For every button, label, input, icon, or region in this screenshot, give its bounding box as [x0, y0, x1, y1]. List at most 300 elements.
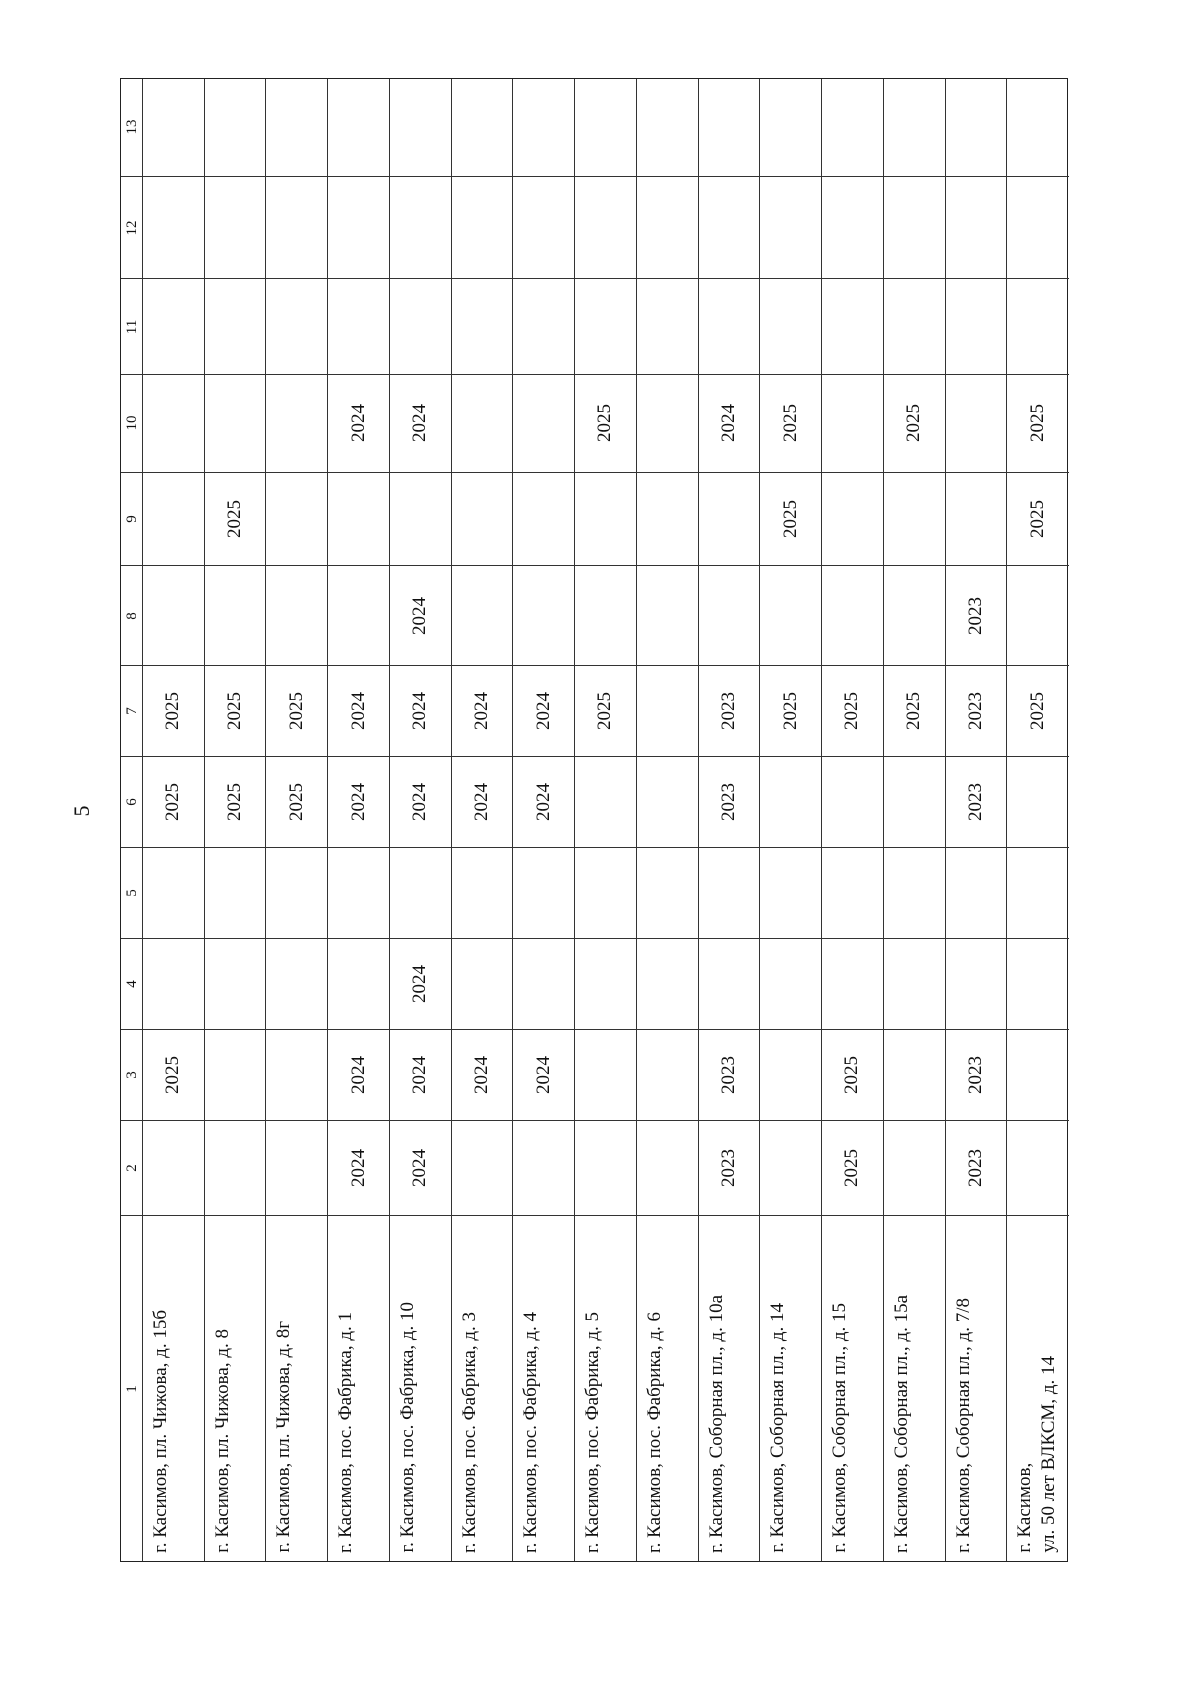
address-text [822, 1303, 858, 1553]
year-cell [822, 473, 883, 566]
year-cell [266, 79, 327, 177]
address-text [328, 1312, 364, 1553]
year-cell [390, 1030, 451, 1121]
year-cell [822, 79, 883, 177]
year-cell [760, 375, 821, 473]
year-value: 2025 [779, 692, 801, 731]
year-value: 2024 [409, 783, 431, 822]
address-line: г. Касимов, Соборная пл., д. 10а [705, 1294, 727, 1553]
year-value: 2023 [964, 1056, 986, 1095]
address-cell [452, 1216, 513, 1563]
table-row [452, 79, 514, 1561]
address-cell [1007, 1216, 1069, 1563]
year-cell [328, 757, 389, 848]
data-table [120, 78, 1068, 1562]
year-cell [513, 375, 574, 473]
year-cell [575, 1030, 636, 1121]
year-cell [699, 177, 760, 279]
header-cell [121, 473, 142, 566]
header-cell [121, 375, 142, 473]
year-cell [266, 375, 327, 473]
year-value: 2025 [285, 783, 307, 822]
address-line: г. Касимов, пл. Чижова, д. 8 [211, 1329, 233, 1553]
table-row [575, 79, 637, 1561]
address-line: г. Касимов, [1014, 1463, 1036, 1553]
year-cell [699, 375, 760, 473]
address-cell [946, 1216, 1007, 1563]
year-cell [822, 1030, 883, 1121]
year-cell [205, 848, 266, 939]
year-cell [390, 177, 451, 279]
year-cell [884, 375, 945, 473]
year-cell [266, 177, 327, 279]
address-line: г. Касимов, пос. Фабрика, д. 10 [396, 1302, 418, 1553]
year-cell [1007, 1030, 1069, 1121]
year-cell [513, 666, 574, 757]
year-cell [946, 473, 1007, 566]
year-cell [884, 79, 945, 177]
year-cell [452, 375, 513, 473]
address-text [452, 1312, 488, 1553]
year-cell [143, 939, 204, 1030]
address-text [637, 1312, 673, 1553]
year-cell [328, 566, 389, 666]
year-cell [205, 79, 266, 177]
year-value: 2024 [471, 1056, 493, 1095]
year-cell [513, 566, 574, 666]
address-line: ул. 50 лет ВЛКСМ, д. 14 [1038, 1356, 1060, 1553]
year-cell [452, 848, 513, 939]
year-cell [328, 939, 389, 1030]
address-line: г. Касимов, Соборная пл., д. 14 [767, 1303, 789, 1553]
year-cell [452, 473, 513, 566]
address-cell [575, 1216, 636, 1563]
year-cell [760, 79, 821, 177]
year-cell [390, 279, 451, 375]
year-cell [637, 757, 698, 848]
year-value: 2024 [409, 1149, 431, 1188]
year-cell [884, 757, 945, 848]
year-cell [452, 177, 513, 279]
table-row [637, 79, 699, 1561]
year-value: 2024 [347, 692, 369, 731]
year-cell [946, 279, 1007, 375]
year-cell [637, 939, 698, 1030]
address-line: г. Касимов, пл. Чижова, д. 15б [150, 1310, 171, 1553]
year-cell [884, 848, 945, 939]
year-value: 2025 [779, 404, 801, 443]
year-cell [637, 566, 698, 666]
column-number: 12 [123, 220, 140, 236]
year-cell [328, 177, 389, 279]
year-value: 2024 [347, 783, 369, 822]
year-cell [328, 666, 389, 757]
year-cell [452, 279, 513, 375]
year-cell [575, 848, 636, 939]
year-cell [328, 279, 389, 375]
year-cell [513, 279, 574, 375]
header-cell [121, 757, 142, 848]
address-cell [699, 1216, 760, 1563]
address-cell [760, 1216, 821, 1563]
year-cell [205, 473, 266, 566]
year-cell [946, 79, 1007, 177]
year-cell [637, 473, 698, 566]
year-cell [699, 666, 760, 757]
year-value: 2024 [532, 1056, 554, 1095]
address-line: г. Касимов, пос. Фабрика, д. 6 [643, 1311, 665, 1553]
year-cell [760, 177, 821, 279]
year-cell [699, 79, 760, 177]
year-value: 2025 [841, 692, 863, 731]
address-line: г. Касимов, Соборная пл., д. 15 [829, 1303, 851, 1553]
year-cell [328, 473, 389, 566]
column-number: 6 [123, 798, 140, 807]
year-cell [1007, 939, 1069, 1030]
year-cell [884, 279, 945, 375]
year-value: 2025 [779, 499, 801, 538]
year-cell [760, 1030, 821, 1121]
column-number: 9 [123, 515, 140, 523]
year-cell [699, 1030, 760, 1121]
address-text [575, 1312, 611, 1553]
year-cell [390, 566, 451, 666]
header-cell [121, 1216, 142, 1563]
address-line: г. Касимов, пос. Фабрика, д. 5 [582, 1311, 604, 1553]
year-cell [884, 473, 945, 566]
year-cell [143, 473, 204, 566]
year-cell [822, 757, 883, 848]
year-cell [143, 79, 204, 177]
year-value: 2024 [471, 692, 493, 731]
year-cell [513, 79, 574, 177]
header-cell [121, 1121, 142, 1215]
year-value: 2025 [162, 783, 184, 822]
year-value: 2025 [162, 692, 184, 731]
year-cell [143, 1121, 204, 1215]
year-cell [575, 177, 636, 279]
year-value: 2024 [409, 404, 431, 443]
year-cell [699, 939, 760, 1030]
year-cell [822, 848, 883, 939]
year-cell [575, 566, 636, 666]
table-row [205, 79, 267, 1561]
year-cell [1007, 666, 1069, 757]
year-cell [946, 757, 1007, 848]
year-value: 2025 [841, 1056, 863, 1095]
year-value: 2024 [409, 692, 431, 731]
header-cell [121, 177, 142, 279]
address-text [946, 1298, 982, 1553]
year-cell [143, 757, 204, 848]
page-number: 5 [69, 805, 94, 817]
header-cell [121, 79, 142, 177]
column-number: 3 [123, 1071, 140, 1080]
year-value: 2025 [162, 1056, 184, 1095]
year-cell [760, 757, 821, 848]
year-cell [575, 473, 636, 566]
year-cell [884, 566, 945, 666]
year-cell [143, 566, 204, 666]
address-text [699, 1295, 735, 1553]
year-cell [822, 939, 883, 1030]
year-cell [575, 1121, 636, 1215]
year-cell [266, 1121, 327, 1215]
year-value: 2025 [285, 692, 307, 731]
year-value: 2023 [717, 1149, 739, 1188]
address-line: г. Касимов, пос. Фабрика, д. 4 [520, 1311, 542, 1553]
year-cell [575, 375, 636, 473]
address-cell [328, 1216, 389, 1563]
year-cell [205, 566, 266, 666]
year-cell [1007, 177, 1069, 279]
year-cell [452, 1030, 513, 1121]
year-cell [637, 79, 698, 177]
header-cell [121, 1030, 142, 1121]
year-cell [637, 177, 698, 279]
year-cell [884, 1121, 945, 1215]
column-number: 5 [123, 889, 140, 898]
year-value: 2025 [903, 404, 925, 443]
year-cell [513, 757, 574, 848]
year-cell [452, 939, 513, 1030]
header-cell [121, 566, 142, 666]
year-cell [822, 375, 883, 473]
year-cell [266, 939, 327, 1030]
table-row [699, 79, 761, 1561]
year-cell [575, 757, 636, 848]
year-value: 2024 [409, 1056, 431, 1095]
table-row [390, 79, 452, 1561]
year-cell [946, 939, 1007, 1030]
year-value: 2024 [347, 1056, 369, 1095]
year-cell [699, 473, 760, 566]
year-cell [1007, 566, 1069, 666]
header-cell [121, 848, 142, 939]
year-cell [205, 757, 266, 848]
year-cell [143, 279, 204, 375]
year-cell [884, 939, 945, 1030]
year-cell [946, 1121, 1007, 1215]
year-cell [513, 1121, 574, 1215]
address-cell [637, 1216, 698, 1563]
column-number: 11 [123, 319, 140, 334]
year-cell [822, 1121, 883, 1215]
year-cell [1007, 757, 1069, 848]
table-row [760, 79, 822, 1561]
year-cell [143, 848, 204, 939]
year-cell [266, 279, 327, 375]
year-value: 2024 [409, 596, 431, 635]
table-row [1007, 79, 1069, 1561]
year-value: 2025 [224, 499, 246, 538]
year-cell [946, 1030, 1007, 1121]
year-cell [637, 848, 698, 939]
year-cell [1007, 279, 1069, 375]
address-cell [143, 1216, 204, 1563]
address-text [390, 1302, 426, 1553]
year-cell [699, 848, 760, 939]
column-number: 2 [123, 1164, 140, 1172]
year-cell [205, 939, 266, 1030]
year-cell [452, 1121, 513, 1215]
year-cell [699, 566, 760, 666]
year-cell [760, 1121, 821, 1215]
year-cell [637, 1121, 698, 1215]
table-row [143, 79, 205, 1561]
year-cell [328, 1121, 389, 1215]
year-cell [637, 279, 698, 375]
year-value: 2025 [594, 404, 616, 443]
address-text [143, 1310, 179, 1553]
year-value: 2023 [964, 1149, 986, 1188]
year-cell [760, 848, 821, 939]
year-cell [328, 848, 389, 939]
table-row [822, 79, 884, 1561]
year-cell [205, 177, 266, 279]
year-value: 2023 [964, 783, 986, 822]
year-cell [205, 279, 266, 375]
year-cell [390, 375, 451, 473]
address-cell [266, 1216, 327, 1563]
year-cell [946, 566, 1007, 666]
address-line: г. Касимов, пл. Чижова, д. 8г [273, 1321, 295, 1553]
year-cell [452, 757, 513, 848]
year-cell [575, 279, 636, 375]
year-cell [1007, 473, 1069, 566]
address-cell [205, 1216, 266, 1563]
year-value: 2024 [347, 404, 369, 443]
year-cell [266, 473, 327, 566]
year-cell [143, 177, 204, 279]
year-cell [390, 473, 451, 566]
table-row [946, 79, 1008, 1561]
year-cell [390, 939, 451, 1030]
year-cell [266, 666, 327, 757]
year-cell [1007, 375, 1069, 473]
year-cell [143, 666, 204, 757]
year-value: 2025 [224, 783, 246, 822]
year-value: 2025 [903, 692, 925, 731]
year-value: 2024 [532, 783, 554, 822]
year-cell [1007, 1121, 1069, 1215]
year-cell [1007, 848, 1069, 939]
address-text [884, 1295, 920, 1553]
year-cell [452, 666, 513, 757]
year-cell [884, 1030, 945, 1121]
year-cell [328, 375, 389, 473]
year-value: 2023 [964, 692, 986, 731]
address-line: г. Касимов, Соборная пл., д. 15а [890, 1294, 912, 1553]
year-value: 2024 [409, 965, 431, 1004]
year-cell [760, 939, 821, 1030]
year-cell [946, 177, 1007, 279]
address-text [266, 1321, 302, 1553]
address-text [760, 1303, 796, 1553]
column-number: 8 [123, 611, 140, 620]
table-row [513, 79, 575, 1561]
year-cell [637, 666, 698, 757]
address-cell [884, 1216, 945, 1563]
year-cell [390, 757, 451, 848]
year-cell [390, 1121, 451, 1215]
year-value: 2023 [717, 692, 739, 731]
year-cell [266, 566, 327, 666]
column-number: 1 [123, 1385, 140, 1394]
year-cell [699, 1121, 760, 1215]
year-cell [822, 566, 883, 666]
year-value: 2023 [717, 1056, 739, 1095]
column-number: 7 [123, 707, 140, 715]
year-cell [328, 79, 389, 177]
year-cell [266, 757, 327, 848]
address-line: г. Касимов, пос. Фабрика, д. 3 [458, 1311, 480, 1553]
address-text [513, 1312, 549, 1553]
table-row [884, 79, 946, 1561]
year-cell [575, 79, 636, 177]
year-cell [143, 1030, 204, 1121]
year-cell [266, 1030, 327, 1121]
year-value: 2024 [717, 404, 739, 443]
year-value: 2024 [471, 783, 493, 822]
year-cell [266, 848, 327, 939]
year-cell [513, 473, 574, 566]
year-cell [452, 566, 513, 666]
year-value: 2023 [717, 783, 739, 822]
year-cell [513, 939, 574, 1030]
table-row [328, 79, 390, 1561]
year-cell [822, 177, 883, 279]
year-cell [205, 1030, 266, 1121]
year-cell [205, 1121, 266, 1215]
year-cell [205, 666, 266, 757]
year-cell [946, 848, 1007, 939]
header-row [121, 79, 143, 1561]
year-value: 2023 [964, 596, 986, 635]
year-cell [390, 848, 451, 939]
year-cell [637, 1030, 698, 1121]
year-cell [884, 666, 945, 757]
year-cell [699, 757, 760, 848]
year-cell [637, 375, 698, 473]
year-cell [699, 279, 760, 375]
year-value: 2025 [1027, 404, 1049, 443]
year-value: 2025 [841, 1149, 863, 1188]
year-cell [205, 375, 266, 473]
address-cell [390, 1216, 451, 1563]
year-cell [513, 848, 574, 939]
year-cell [513, 177, 574, 279]
year-value: 2025 [1027, 499, 1049, 538]
column-number: 13 [123, 119, 140, 135]
year-cell [513, 1030, 574, 1121]
address-text [1007, 1356, 1067, 1553]
table-row [266, 79, 328, 1561]
year-cell [760, 473, 821, 566]
year-value: 2025 [1027, 692, 1049, 731]
year-value: 2024 [532, 692, 554, 731]
year-value: 2024 [347, 1149, 369, 1188]
year-cell [946, 375, 1007, 473]
year-cell [452, 79, 513, 177]
column-number: 4 [123, 980, 140, 989]
year-value: 2025 [224, 692, 246, 731]
address-cell [822, 1216, 883, 1563]
year-cell [822, 666, 883, 757]
header-cell [121, 279, 142, 375]
column-number: 10 [123, 415, 140, 431]
header-cell [121, 666, 142, 757]
